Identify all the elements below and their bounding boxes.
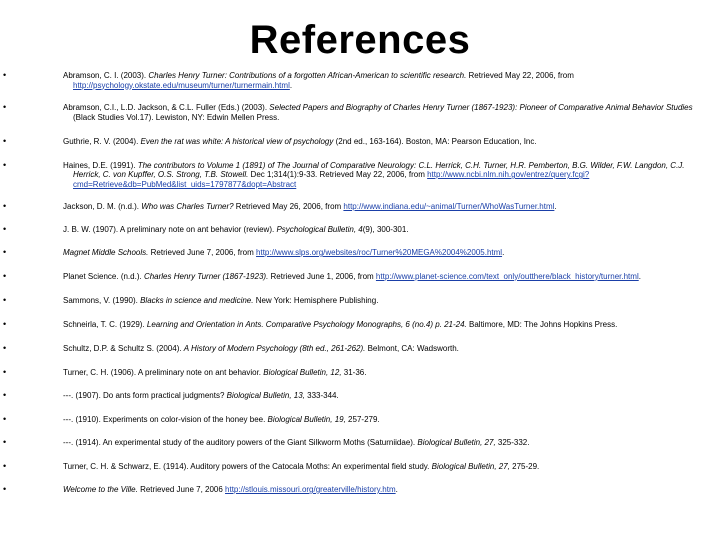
ref-text: ---. (1907). Do ants form practical judgments? <box>63 391 227 400</box>
reference-item <box>3 343 698 354</box>
page-title: References <box>249 18 471 62</box>
ref-text-post: New York: Hemisphere Publishing. <box>253 296 379 305</box>
bullet-icon: • <box>3 201 7 211</box>
ref-title: Biological Bulletin, 27, <box>417 438 496 447</box>
reference-item <box>3 460 698 472</box>
ref-text-post: Dec 1;314(1):9-33. Retrieved May 22, 2006, from <box>248 170 428 179</box>
bullet-icon: • <box>3 247 7 257</box>
reference-item <box>3 437 698 448</box>
ref-tail: . <box>502 248 505 257</box>
reference-item <box>3 390 698 401</box>
ref-link[interactable]: http://psychology.okstate.edu/museum/turner/turnermain.html <box>73 80 290 90</box>
bullet-icon: • <box>3 159 7 170</box>
ref-text-post: Baltimore, MD: The Johns Hopkins Press. <box>466 319 618 329</box>
bullet-icon: • <box>3 366 7 377</box>
ref-link[interactable]: http://www.ncbi.nlm.nih.gov/entrez/query.fcgi?cmd=Retrieve&db=PubMed&list_uids=1797877&dopt=Abstract <box>73 170 590 189</box>
ref-text: Turner, C. H. (1906). A preliminary note on ant behavior. <box>63 367 264 377</box>
ref-text-post: Retrieved June 7, 2006 <box>137 485 226 494</box>
ref-link[interactable]: http://stlouis.missouri.org/greaterville/history.htm <box>225 485 396 494</box>
ref-link[interactable]: http://www.slps.org/websites/roc/Turner%20MEGA%2004%2005.html <box>256 248 503 257</box>
ref-tail: . <box>289 80 293 90</box>
ref-title: Even the rat was white: A historical view of psychology <box>140 137 334 146</box>
ref-tail: . <box>638 271 641 281</box>
bullet-icon: • <box>3 295 7 305</box>
bullet-icon: • <box>3 413 7 424</box>
ref-text: ---. (1910). Experiments on color-vision of the honey bee. <box>63 414 268 424</box>
bullet-icon: • <box>3 437 7 447</box>
ref-text: Jackson, D. M. (n.d.). <box>63 202 142 211</box>
bullet-icon: • <box>3 102 7 112</box>
ref-text-post: 275-29. <box>509 461 540 471</box>
reference-item <box>3 102 698 122</box>
bullet-icon: • <box>3 70 7 80</box>
bullet-icon: • <box>3 460 7 471</box>
reference-item <box>3 270 698 282</box>
reference-item <box>3 295 698 306</box>
ref-link[interactable]: http://www.indiana.edu/~animal/Turner/WhoWasTurner.html <box>343 202 555 211</box>
bullet-icon: • <box>3 270 7 281</box>
ref-tail: . <box>554 202 557 211</box>
reference-item <box>3 136 698 147</box>
ref-text-post: Retrieved May 26, 2006, from <box>233 202 344 211</box>
ref-title: Biological Bulletin, 12, <box>263 367 342 377</box>
ref-text: Abramson, C. I. (2003). <box>63 71 149 80</box>
ref-text-post: (2nd ed., 163-164). Boston, MA: Pearson Education, Inc. <box>333 137 537 146</box>
ref-title: Welcome to the Ville. <box>63 485 138 494</box>
bullet-icon: • <box>3 223 7 234</box>
ref-text-post: 325-332. <box>495 438 530 447</box>
ref-text: Sammons, V. (1990). <box>63 296 141 305</box>
reference-item <box>3 247 698 258</box>
ref-text-post: 333-344. <box>304 391 339 400</box>
reference-item <box>3 484 698 495</box>
ref-title: Magnet Middle Schools. <box>63 248 149 257</box>
reference-item <box>3 223 698 235</box>
ref-text: Schneirla, T. C. (1929). <box>63 319 147 329</box>
reference-list <box>3 68 698 495</box>
ref-text-post: 31-36. <box>341 367 367 377</box>
ref-text: Haines, D.E. (1991). <box>63 160 138 170</box>
reference-item <box>3 318 698 330</box>
reference-item <box>3 366 698 378</box>
ref-text: J. B. W. (1907). A preliminary note on ant behavior (review). <box>63 224 277 234</box>
ref-text-post: (9), 300-301. <box>362 224 409 234</box>
reference-item <box>3 159 698 190</box>
reference-item <box>3 201 698 212</box>
ref-text: Schultz, D.P. & Schultz S. (2004). <box>63 344 184 353</box>
ref-text: Planet Science. (n.d.). <box>63 271 144 281</box>
ref-title: Blacks in science and medicine. <box>140 296 254 305</box>
ref-title: Biological Bulletin, 27, <box>431 461 510 471</box>
ref-link[interactable]: http://www.planet-science.com/text_only/outthere/black_history/turner.html <box>375 271 639 281</box>
ref-title: Biological Bulletin, 13, <box>226 391 305 400</box>
bullet-icon: • <box>3 136 7 146</box>
ref-text-post: Retrieved June 1, 2006, from <box>268 271 376 281</box>
ref-text: Guthrie, R. V. (2004). <box>63 137 141 146</box>
ref-tail: . <box>395 485 398 494</box>
ref-title: Charles Henry Turner (1867-1923). <box>143 271 269 281</box>
ref-title: Psychological Bulletin, 4 <box>276 224 363 234</box>
ref-title: Charles Henry Turner: Contributions of a forgotten African-American to scientific research. <box>148 71 467 80</box>
ref-text-post: Retrieved June 7, 2006, from <box>148 248 257 257</box>
reference-item <box>3 70 698 90</box>
ref-text: Abramson, C.I., L.D. Jackson, & C.L. Fuller (Eds.) (2003). <box>63 103 270 112</box>
bullet-icon: • <box>3 343 7 353</box>
ref-text: ---. (1914). An experimental study of the auditory powers of the Giant Silkworm Moths (Saturniidae). <box>63 438 418 447</box>
reference-item <box>3 413 698 425</box>
ref-title: The contributors to Volume 1 (1891) of The Journal of Comparative Neurology: C.L. Herrick, C.H. Turner, H.R. Pemberton, B.G. Wilder, F.W. Langdon, C.J. Herrick, C. von Kupffer, O.S. Strong, T.B. Stowell. <box>73 160 685 179</box>
ref-text-post: Retrieved May 22, 2006, from <box>466 71 574 80</box>
ref-title: Learning and Orientation in Ants. Comparative Psychology Monographs, 6 (no.4) p. 21-24. <box>146 319 467 329</box>
bullet-icon: • <box>3 484 7 494</box>
ref-title: Who was Charles Turner? <box>141 202 234 211</box>
ref-text-post: 257-279. <box>345 414 380 424</box>
ref-title: A History of Modern Psychology (8th ed., 261-262). <box>183 344 366 353</box>
bullet-icon: • <box>3 390 7 400</box>
ref-title: Selected Papers and Biography of Charles Henry Turner (1867-1923): Pioneer of Comparative Animal Behavior Studies <box>269 103 693 112</box>
bullet-icon: • <box>3 318 7 329</box>
ref-text-post: (Black Studies Vol.17). Lewiston, NY: Edwin Mellen Press. <box>73 112 280 122</box>
ref-title: Biological Bulletin, 19, <box>267 414 346 424</box>
ref-text-post: Belmont, CA: Wadsworth. <box>365 344 459 353</box>
ref-text: Turner, C. H. & Schwarz, E. (1914). Auditory powers of the Catocala Moths: An experimental field study. <box>63 461 432 471</box>
